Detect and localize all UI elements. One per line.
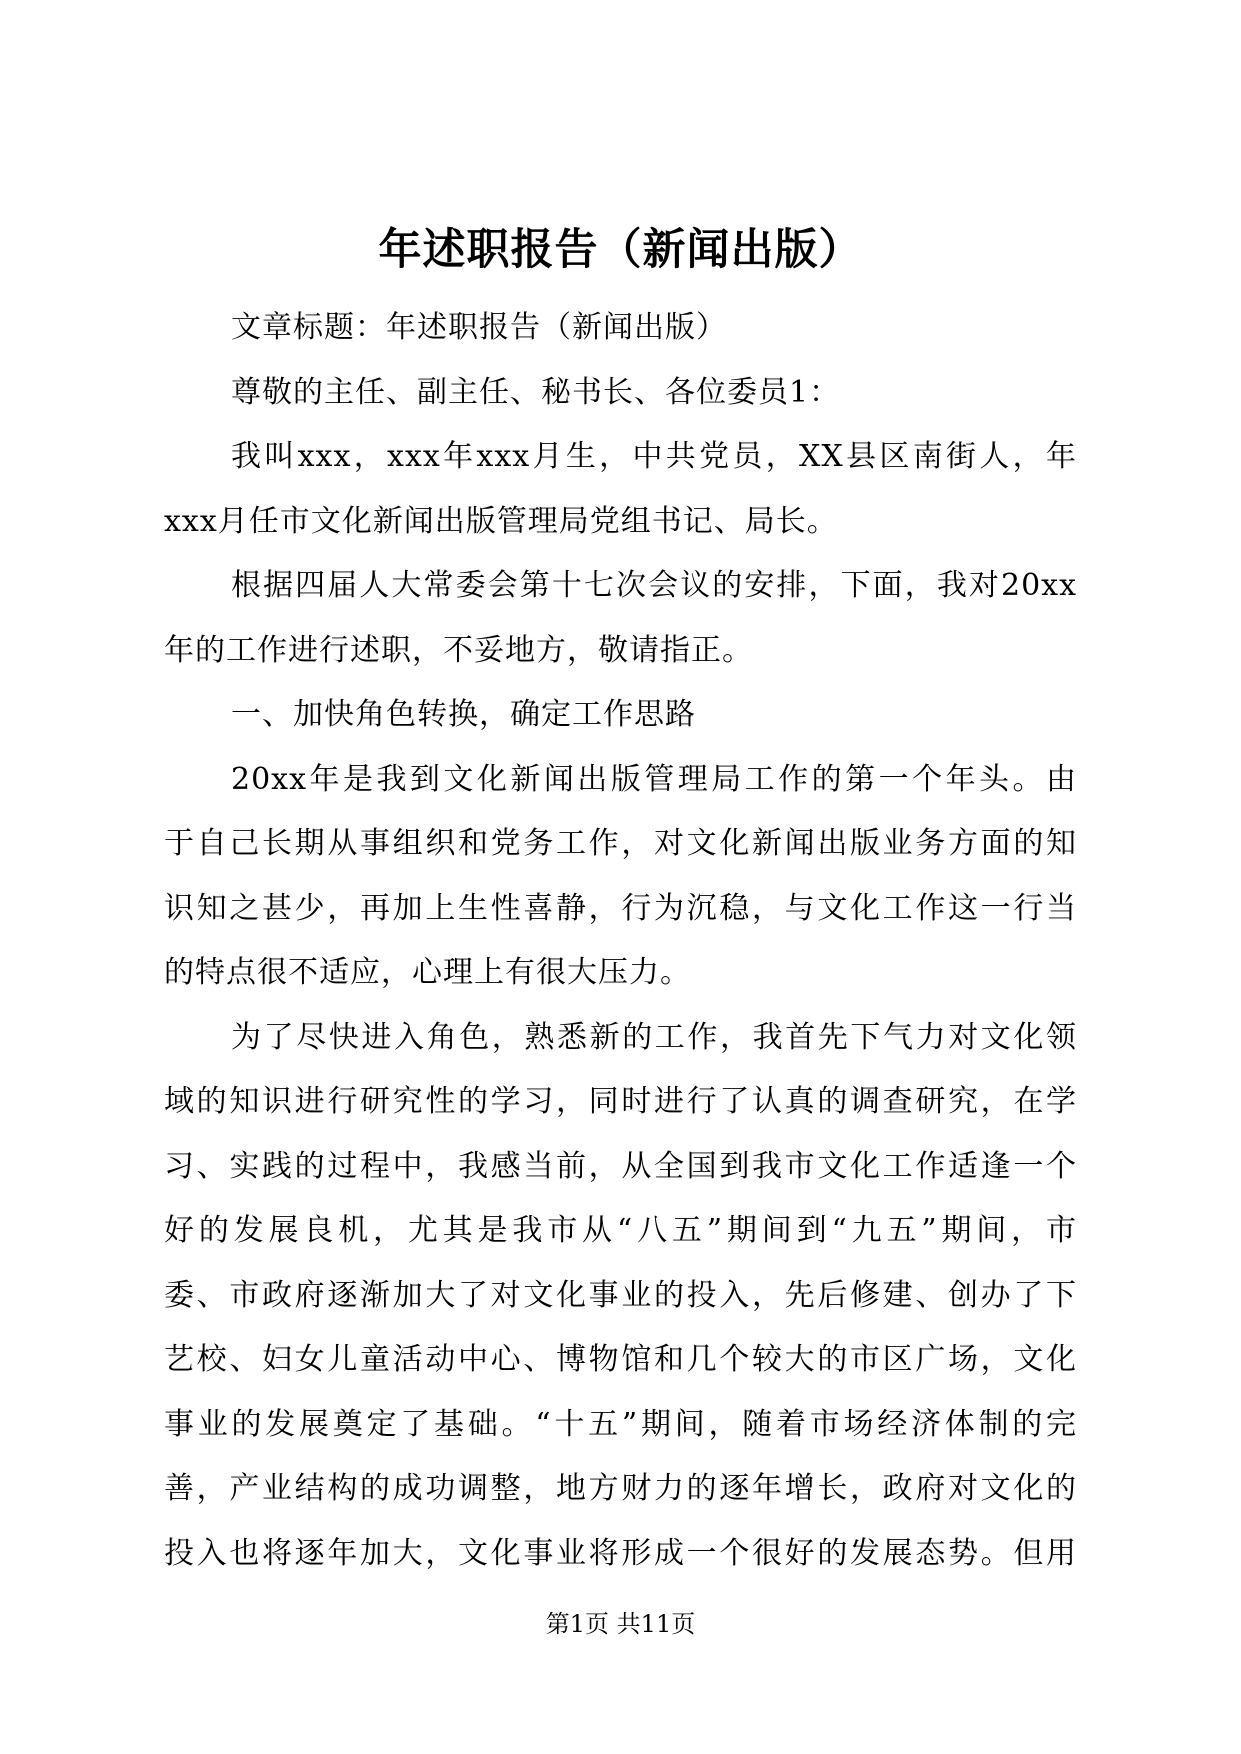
page-footer: 第1页 共11页 (545, 1610, 696, 1638)
paragraph-line: 为了尽快进入角色，熟悉新的工作，我首先下气力对文化领 (231, 1019, 1077, 1055)
paragraph-line: 根据四届人大常委会第十七次会议的安排，下面，我对20xx (231, 568, 1077, 603)
paragraph-line: xxx月任市文化新闻出版管理局党组书记、局长。 (164, 503, 838, 539)
paragraph-line: 投入也将逐年加大，文化事业将形成一个很好的发展态势。但用 (164, 1535, 1077, 1571)
section-heading: 一、加快角色转换，确定工作思路 (231, 697, 696, 732)
paragraph-line: 艺校、妇女儿童活动中心、博物馆和几个较大的市区广场，文化 (164, 1342, 1077, 1377)
paragraph-line: 域的知识进行研究性的学习，同时进行了认真的调查研究，在学 (164, 1084, 1077, 1119)
paragraph-line: 习、实践的过程中，我感当前，从全国到我市文化工作适逢一个 (164, 1148, 1077, 1184)
paragraph-line: 委、市政府逐渐加大了对文化事业的投入，先后修建、创办了下 (164, 1277, 1077, 1313)
paragraph-line: 年的工作进行述职，不妥地方，敬请指正。 (164, 632, 753, 668)
paragraph-line: 识知之甚少，再加上生性喜静，行为沉稳，与文化工作这一行当 (164, 890, 1077, 926)
paragraph-line: 20xx年是我到文化新闻出版管理局工作的第一个年头。由 (231, 761, 1077, 797)
article-title-line: 文章标题：年述职报告（新闻出版） (231, 310, 727, 345)
document-title: 年述职报告（新闻出版） (378, 225, 863, 275)
paragraph-line: 于自己长期从事组织和党务工作，对文化新闻出版业务方面的知 (164, 826, 1077, 861)
paragraph-line: 好的发展良机，尤其是我市从“八五”期间到“九五”期间，市 (164, 1213, 1077, 1248)
paragraph-line: 的特点很不适应，心理上有很大压力。 (164, 955, 691, 990)
salutation-line: 尊敬的主任、副主任、秘书长、各位委员1： (231, 374, 841, 410)
paragraph-line: 我叫xxx，xxx年xxx月生，中共党员，XX县区南街人，年 (231, 439, 1077, 474)
paragraph-line: 善，产业结构的成功调整，地方财力的逐年增长，政府对文化的 (164, 1471, 1077, 1506)
document-body (164, 296, 1077, 1586)
paragraph-line: 事业的发展奠定了基础。“十五”期间，随着市场经济体制的完 (164, 1406, 1077, 1442)
